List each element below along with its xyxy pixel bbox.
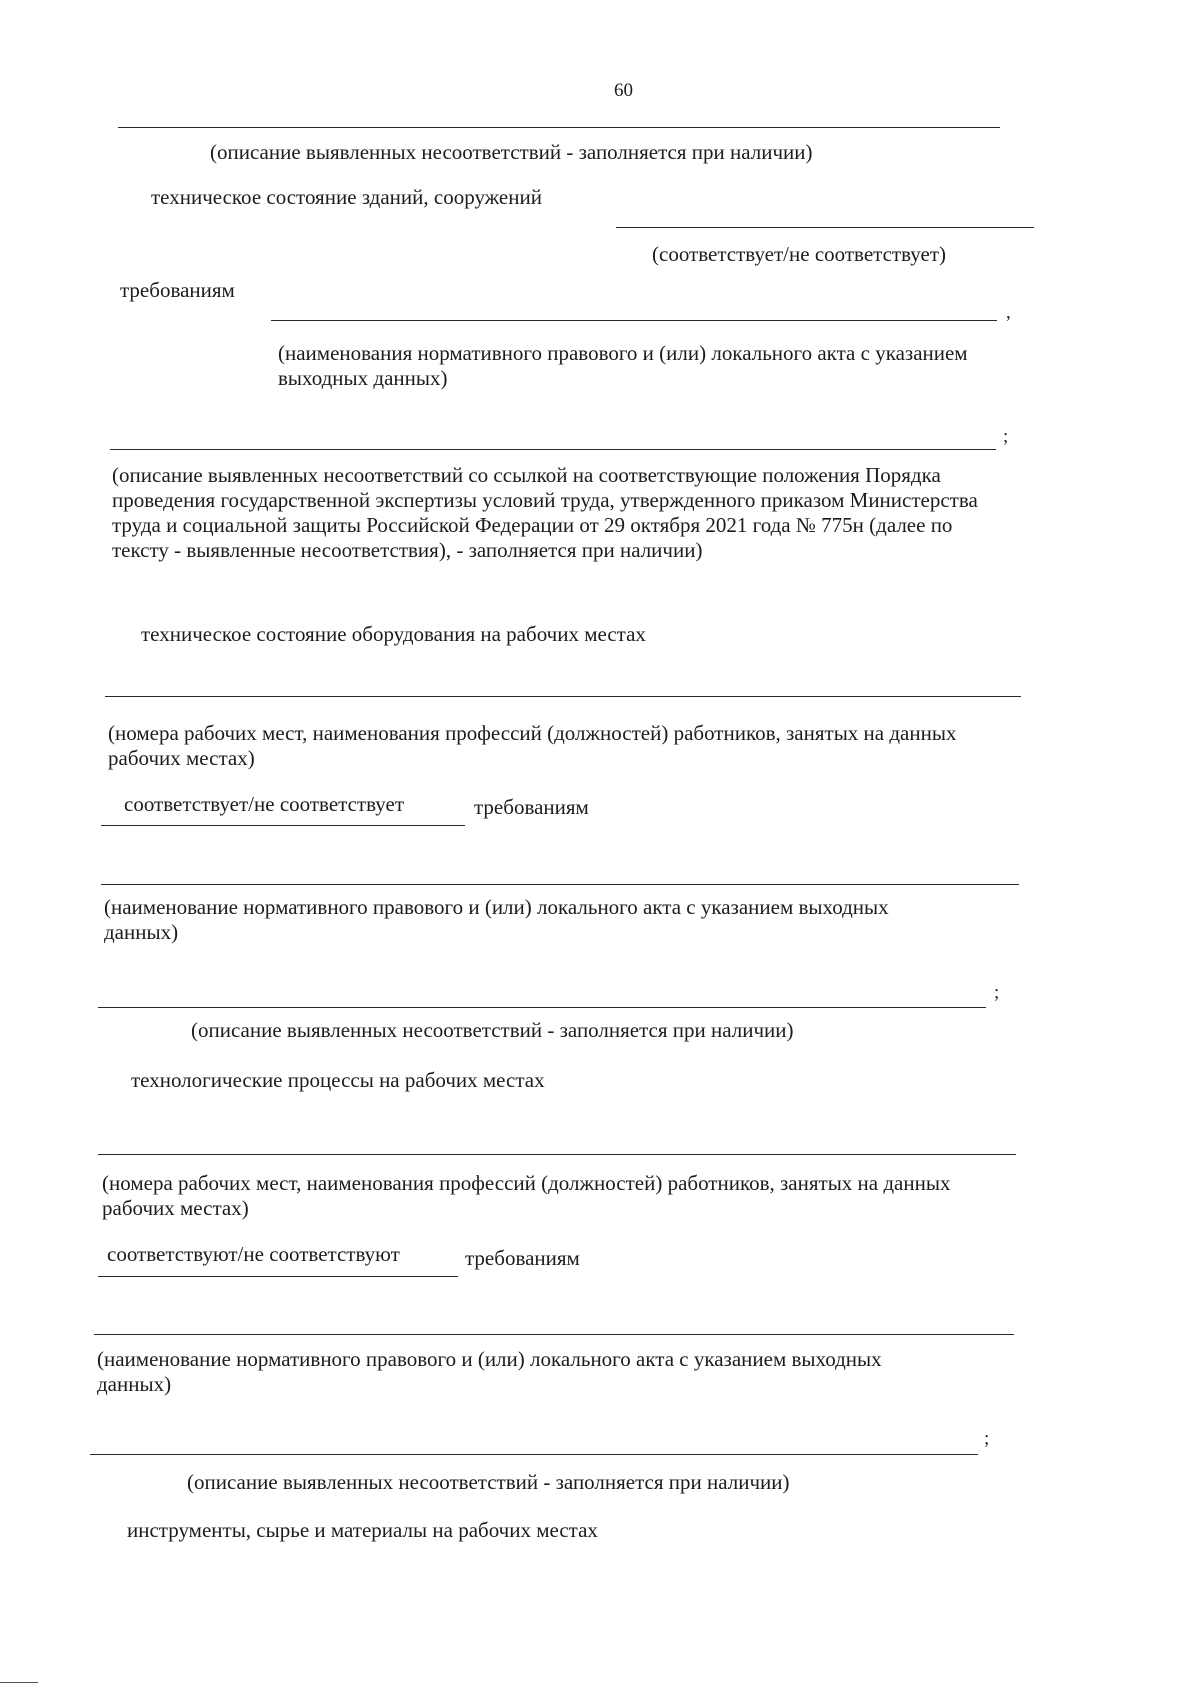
blank-line-workplaces-1 <box>105 696 1021 697</box>
comma-mark: , <box>1006 302 1011 323</box>
blank-line-desc-3 <box>90 1454 978 1455</box>
buildings-condition-label: техническое состояние зданий, сооружений <box>151 185 542 209</box>
blank-line-conformity-1 <box>101 825 465 826</box>
blank-line-desc-2 <box>98 1007 986 1008</box>
blank-line-desc-long <box>110 449 996 450</box>
blank-line-desc-top <box>118 127 1000 128</box>
caption-description-1: (описание выявленных несоответствий - заполняется при наличии) <box>210 140 813 164</box>
semicolon-mark-1: ; <box>1003 426 1009 447</box>
blank-line-act-2 <box>101 884 1019 885</box>
conformity-value-2: соответствуют/не соответствуют <box>107 1242 400 1266</box>
caption-conformity: (соответствует/не соответствует) <box>652 242 946 266</box>
requirements-label-3: требованиям <box>465 1246 580 1270</box>
blank-line-act-3 <box>94 1334 1014 1335</box>
semicolon-mark-3: ; <box>984 1428 990 1449</box>
page-number: 60 <box>614 80 633 101</box>
blank-line-buildings-conformity <box>616 227 1034 228</box>
blank-line-conformity-2 <box>98 1276 458 1277</box>
caption-act-2: (наименование нормативного правового и (или) локального акта с указанием выходных данных) <box>104 895 889 944</box>
caption-workplaces-1: (номера рабочих мест, наименования профессий (должностей) работников, занятых на данных рабочих местах) <box>108 721 957 770</box>
requirements-label-1: требованиям <box>120 278 235 302</box>
blank-line-act-1 <box>271 320 997 321</box>
technological-processes-label: технологические процессы на рабочих местах <box>131 1068 545 1092</box>
caption-act-1: (наименования нормативного правового и (или) локального акта с указанием выходных данных) <box>278 341 968 390</box>
blank-line-workplaces-2 <box>98 1154 1016 1155</box>
caption-description-2: (описание выявленных несоответствий - заполняется при наличии) <box>191 1018 794 1042</box>
semicolon-mark-2: ; <box>994 982 1000 1003</box>
tools-materials-label: инструменты, сырье и материалы на рабочих местах <box>127 1518 598 1542</box>
conformity-value-1: соответствует/не соответствует <box>124 792 405 816</box>
caption-description-3: (описание выявленных несоответствий - заполняется при наличии) <box>187 1470 790 1494</box>
scan-edge-mark <box>0 1682 38 1683</box>
caption-workplaces-2: (номера рабочих мест, наименования профессий (должностей) работников, занятых на данных рабочих местах) <box>102 1171 951 1220</box>
requirements-label-2: требованиям <box>474 795 589 819</box>
caption-description-long: (описание выявленных несоответствий со ссылкой на соответствующие положения Порядка проведения государственной экспертизы условий труда, утвержденного приказом Министерства труда и социальной защиты Российской Федерации от 29 октября 2021 года № 775н (далее по тексту - выявленные несоответствия), - заполняется при наличии) <box>112 463 978 562</box>
equipment-condition-label: техническое состояние оборудования на рабочих местах <box>141 622 646 646</box>
caption-act-3: (наименование нормативного правового и (или) локального акта с указанием выходных данных) <box>97 1347 882 1396</box>
